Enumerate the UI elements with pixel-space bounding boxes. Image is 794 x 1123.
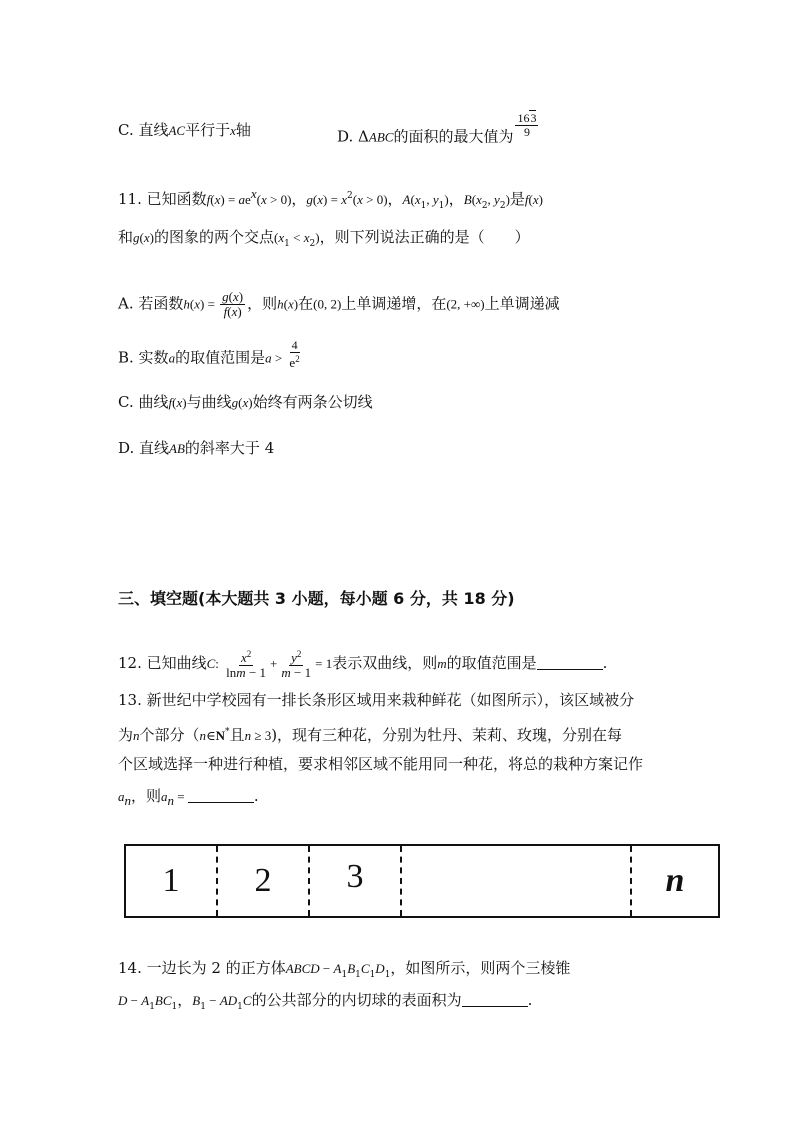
q13-answer-blank[interactable] xyxy=(188,788,254,803)
q11-option-b: B. 实数a的取值范围是a > $\frac{4}{e^2}$ xyxy=(118,338,300,370)
q10-d-frac-num: 163 xyxy=(517,111,537,125)
strip-cell-2: 2 xyxy=(254,862,272,899)
q11-stem-line-1: 11. 已知函数$f(x) = ae^x(x > 0)$，$g(x) = x^2(x > 0)$，$A(x_1$, $y_1$)，$B(x_2$, $y_2$)是f(x) xyxy=(118,186,544,211)
q13-line-3: 个区域选择一种进行种植，要求相邻区域不能用同一种花，将总的栽种方案记作 xyxy=(118,755,644,773)
strip-cell-1: 1 xyxy=(162,862,180,899)
q10-option-c: C. 直线AC平行于x轴 xyxy=(118,121,251,139)
flower-strip-diagram xyxy=(124,844,720,918)
section-heading: 三、填空题(本大题共 3 小题，每小题 6 分，共 18 分) xyxy=(118,589,515,608)
q13-line-1: 13. 新世纪中学校园有一排长条形区域用来栽种鲜花（如图所示），该区域被分 xyxy=(118,691,635,709)
strip-cell-n: n xyxy=(665,862,685,899)
q12-answer-blank[interactable] xyxy=(537,655,603,670)
q13-line-2: 为n个部分（n∈N*且n ≥ 3)，现有三种花，分别为牡丹、茉莉、玫瑰，分别在每 xyxy=(118,726,623,744)
q14-answer-blank[interactable] xyxy=(462,992,528,1007)
q11-option-a: A. 若函数h(x) = $\frac{g(x)}{f(x)}$ ，则h(x)在(0, 2)上单调递增，在(2, +∞)上单调递减 xyxy=(118,289,560,319)
q12-text: 12. 已知曲线C: $\frac{x^2}{\ln m - 1}$ + $\frac{y^2}{m - 1}$ = 1表示双曲线，则m的取值范围是 . xyxy=(118,649,608,680)
q11-option-d: D. 直线AB的斜率大于 4 xyxy=(118,439,275,457)
strip-cell-3: 3 xyxy=(346,858,364,895)
q14-line-1: 14. 一边长为 2 的正方体ABCD − $A_1B_1C_1D_1$，如图所示，则两个三棱锥 xyxy=(118,959,571,980)
q11-option-c: C. 曲线f(x)与曲线g(x)始终有两条公切线 xyxy=(118,393,373,411)
q14-line-2: $D - A_1BC_1$，$B_1 - AD_1C$的公共部分的内切球的表面积为 . xyxy=(118,991,533,1012)
q10-option-d: D. ΔABC的面积的最大值为 $\frac{163}{9}$ xyxy=(337,111,537,146)
q13-line-4: $a_n$，则$a_n$ = . xyxy=(118,787,259,808)
strip-cell-empty xyxy=(402,846,630,916)
q11-stem-line-2: 和g(x)的图象的两个交点$(x_1 < x_2)$，则下列说法正确的是（ ） xyxy=(118,228,530,249)
q10-d-frac-den: 9 xyxy=(523,125,530,139)
